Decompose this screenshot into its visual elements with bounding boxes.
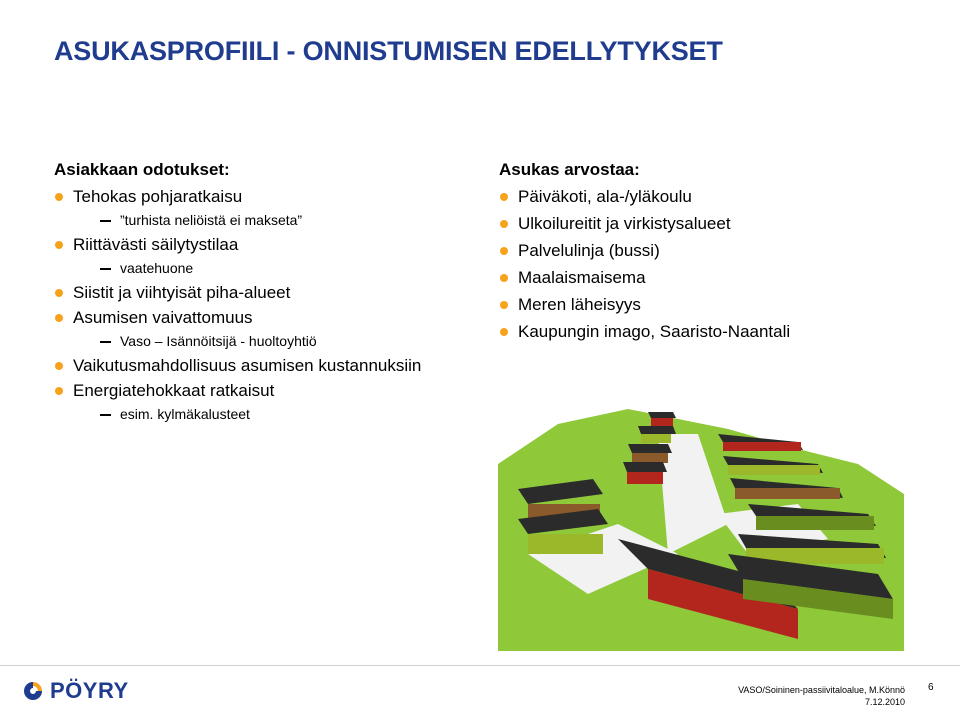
footer-reference (738, 684, 905, 707)
list-item: Tehokas pohjaratkaisu (54, 186, 494, 208)
page-title: ASUKASPROFIILI - ONNISTUMISEN EDELLYTYKSET (54, 36, 723, 66)
footer-ref-line: VASO/Soininen-passiivitaloalue, M.Könnö (738, 685, 905, 695)
list-item: Kaupungin imago, Saaristo-Naantali (499, 321, 939, 343)
list-item: Ulkoilureitit ja virkistysalueet (499, 213, 939, 235)
list-item: Päiväkoti, ala-/yläkoulu (499, 186, 939, 208)
sub-item: vaatehuone (54, 259, 494, 277)
logo-mark-icon (22, 680, 44, 702)
list-item: Maalaismaisema (499, 267, 939, 289)
list-item: Riittävästi säilytystilaa (54, 234, 494, 256)
logo-text: PÖYRY (50, 678, 129, 703)
footer-divider (0, 665, 960, 666)
list-item: Palvelulinja (bussi) (499, 240, 939, 262)
sub-item: Vaso – Isännöitsijä - huoltoyhtiö (54, 332, 494, 350)
left-heading: Asiakkaan odotukset: (54, 160, 230, 179)
footer-date: 7.12.2010 (864, 697, 905, 707)
sub-item: esim. kylmäkalusteet (54, 405, 494, 423)
resident-values (499, 160, 939, 348)
sub-item: ”turhista neliöistä ei makseta” (54, 211, 494, 229)
list-item: Asumisen vaivattomuus (54, 307, 494, 329)
page-number: 6 (928, 682, 934, 693)
list-item: Siistit ja viihtyisät piha-alueet (54, 282, 494, 304)
list-item: Meren läheisyys (499, 294, 939, 316)
customer-expectations (54, 160, 494, 428)
housing-area-render (498, 404, 904, 651)
company-logo (22, 678, 129, 704)
house-row-left (518, 479, 608, 554)
list-item: Vaikutusmahdollisuus asumisen kustannuksiin (54, 355, 494, 377)
right-heading: Asukas arvostaa: (499, 160, 640, 179)
list-item: Energiatehokkaat ratkaisut (54, 380, 494, 402)
